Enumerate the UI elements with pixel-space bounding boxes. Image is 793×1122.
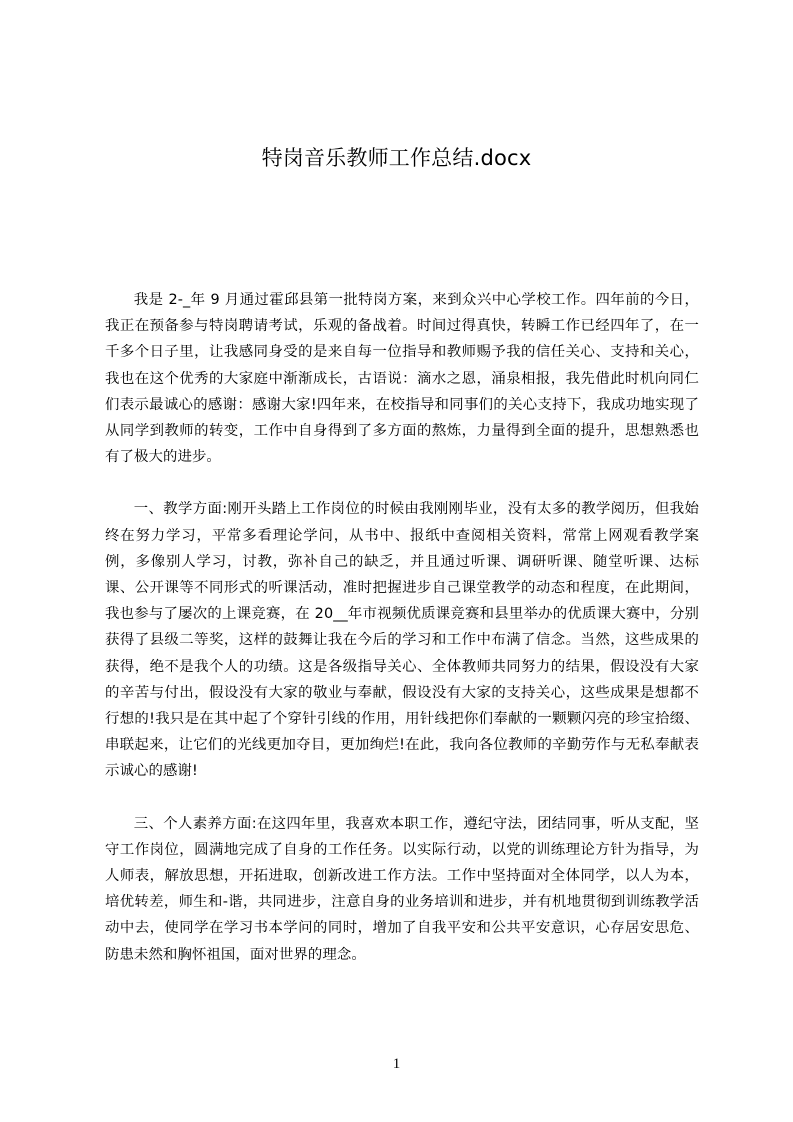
paragraph-personal-quality: 三、个人素养方面:在这四年里，我喜欢本职工作，遵纪守法，团结同事，听从支配，坚守工作岗位，圆满地完成了自身的工作任务。以实际行动，以党的训练理论方针为指导，为人师表，解放思想，开拓进取，创新改进工作方法。工作中坚持面对全体同学，以人为本，培优转差，师生和-谐，共同进步，注意自身的业务培训和进步，并有机地贯彻到训练教学活动中去，使同学在学习书本学问的同时，增加了自我平安和公共平安意识，心存居安思危、防患未然和胸怀祖国，面对世界的理念。 [105, 815, 699, 963]
document-title: 特岗音乐教师工作总结.docx [261, 146, 532, 170]
paragraph-intro: 我是 2-_年 9 月通过霍邱县第一批特岗方案，来到众兴中心学校工作。四年前的今日，我正在预备参与特岗聘请考试，乐观的备战着。时间过得真快，转瞬工作已经四年了，在一千多个日子里，让我感同身受的是来自每一位指导和教师赐予我的信任关心、支持和关心，我也在这个优秀的大家庭中渐渐成长，古语说：滴水之恩，涌泉相报，我先借此时机向同仁们表示最诚心的感谢：感谢大家!四年来，在校指导和同事们的关心支持下，我成功地实现了从同学到教师的转变，工作中自身得到了多方面的熬炼，力量得到全面的提升，思想熟悉也有了极大的进步。 [105, 292, 699, 466]
document-body [105, 287, 699, 968]
page-number: 1 [392, 1056, 401, 1072]
paragraph-teaching: 一、教学方面:刚开头踏上工作岗位的时候由我刚刚毕业，没有太多的教学阅历，但我始终在努力学习，平常多看理论学问，从书中、报纸中查阅相关资料，常常上网观看教学案例，多像别人学习，讨教，弥补自己的缺乏，并且通过听课、调研听课、随堂听课、达标课、公开课等不同形式的听课活动，准时把握进步自己课堂教学的动态和程度，在此期间，我也参与了屡次的上课竞赛，在 20__年市视频优质课竞赛和县里举办的优质课大赛中，分别获得了县级二等奖，这样的鼓舞让我在今后的学习和工作中布满了信念。当然，这些成果的获得，绝不是我个人的功绩。这是各级指导关心、全体教师共同努力的结果，假设没有大家的辛苦与付出，假设没有大家的敬业与奉献，假设没有大家的支持关心，这些成果是想都不行想的!我只是在其中起了个穿针引线的作用，用针线把你们奉献的一颗颗闪亮的珍宝拾缀、串联起来，让它们的光线更加夺目，更加绚烂!在此，我向各位教师的辛勤劳作与无私奉献表示诚心的感谢! [105, 501, 699, 780]
